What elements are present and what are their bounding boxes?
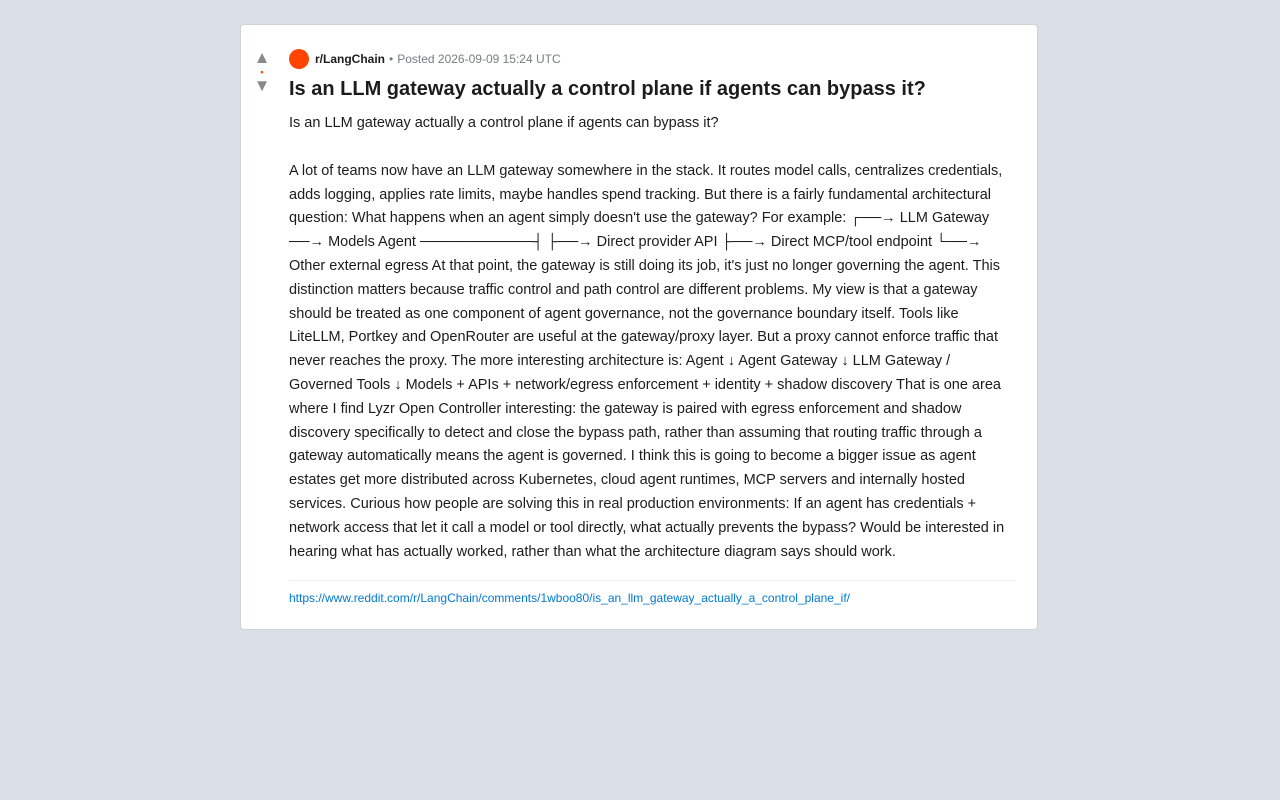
post-body-intro: Is an LLM gateway actually a control plane if agents can bypass it? (289, 115, 719, 131)
upvote-arrow-icon[interactable]: ▲ (253, 48, 271, 67)
subreddit-link[interactable]: r/LangChain (315, 52, 386, 66)
paragraph-gap (289, 136, 1016, 160)
post-permalink[interactable]: https://www.reddit.com/r/LangChain/comments/1wboo80/is_an_llm_gateway_actually_a_control_plane_if/ (289, 591, 850, 606)
post-title[interactable]: Is an LLM gateway actually a control plane if agents can bypass it? (289, 78, 926, 100)
downvote-arrow-icon[interactable]: ▼ (253, 76, 271, 95)
vote-column (251, 49, 273, 95)
post-body-main: A lot of teams now have an LLM gateway somewhere in the stack. It routes model calls, centralizes credentials, adds logging, applies rate limits, maybe handles spend tracking. But there is a fairly fundamental architectural question: What happens when an agent simply doesn't use the gateway? For example: ┌──→ LLM Gateway ──→ Models Agent ───────────┤ ├──→ Direct provider API ├──→ Direct MCP/tool endpoint └──→ Other external egress At that point, the gateway is still doing its job, it's just no longer governing the agent. This distinction matters because traffic control and path control are different problems. My view is that a gateway should be treated as one component of agent governance, not the governance boundary itself. Tools like LiteLLM, Portkey and OpenRouter are useful at the gateway/proxy layer. But a proxy cannot enforce traffic that never reaches the proxy. The more interesting architecture is: Agent ↓ Agent Gateway ↓ LLM Gateway / Governed Tools ↓ Models + APIs + network/egress enforcement + identity + shadow discovery That is one area where I find Lyzr Open Controller interesting: the gateway is paired with egress enforcement and shadow discovery specifically to detect and close the bypass path, rather than assuming that routing traffic through a gateway automatically means the agent is governed. I think this is going to become a bigger issue as agent estates get more distributed across Kubernetes, cloud agent runtimes, MCP servers and internally hosted services. Curious how people are solving this in real production environments: If an agent has credentials + network access that let it call a model or tool directly, what actually prevents the bypass? Would be interested in hearing what has actually worked, rather than what the architecture diagram says should work. (289, 162, 1005, 560)
subreddit-avatar-icon[interactable] (289, 49, 309, 69)
post-content (289, 49, 1016, 606)
vote-score: • (260, 67, 264, 77)
post-card (240, 24, 1038, 630)
post-body (289, 112, 1016, 564)
post-meta (289, 49, 1016, 69)
post-footer (289, 580, 1016, 606)
meta-separator: • (389, 52, 394, 66)
post-timestamp: Posted 2026-09-09 15:24 UTC (397, 52, 561, 66)
